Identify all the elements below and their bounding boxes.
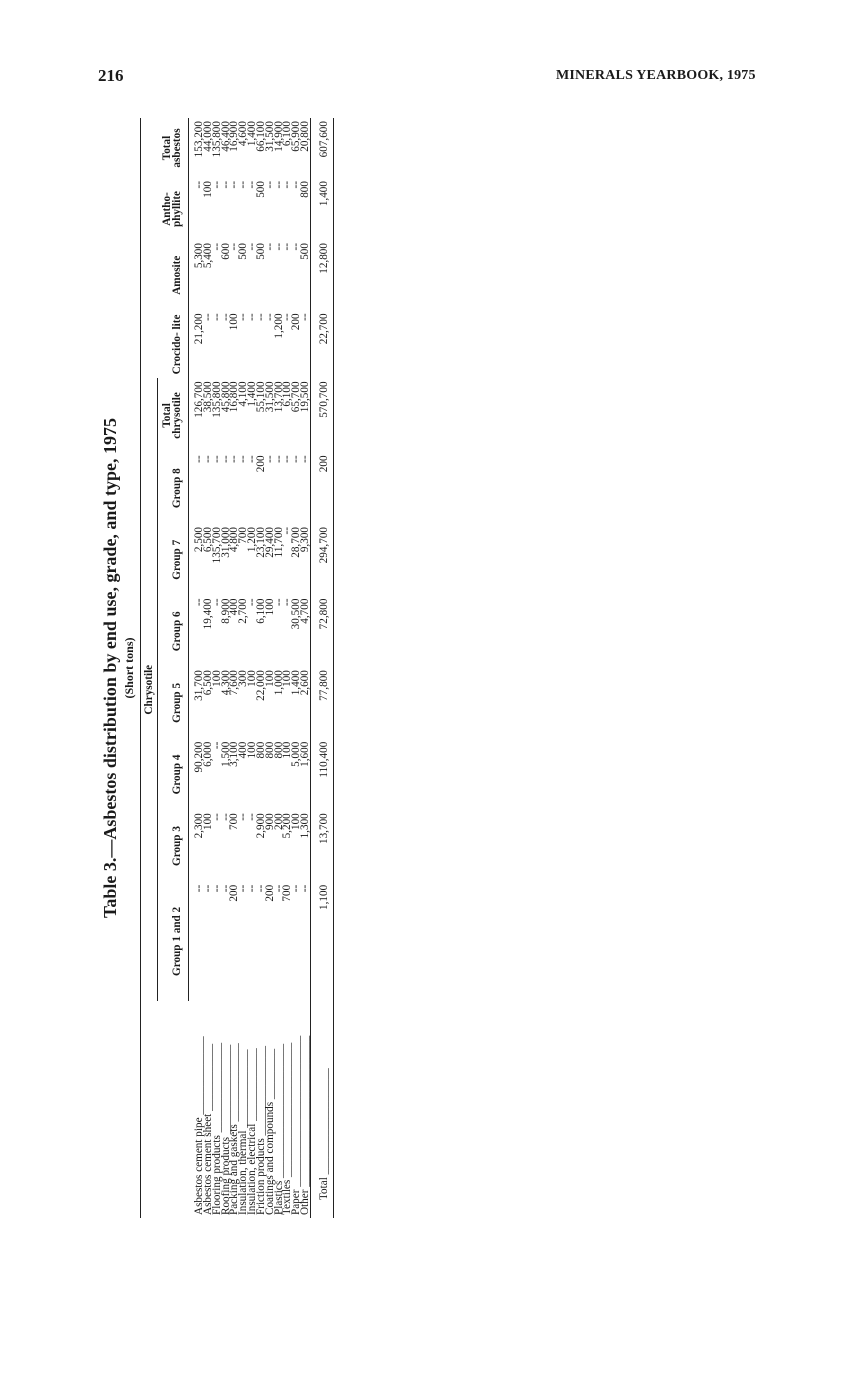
row-label: Insulation, thermal ______________	[237, 1049, 250, 1215]
table-cell: 800	[254, 741, 267, 759]
row-label: Asbestos cement sheet ____________	[201, 1043, 214, 1215]
table-cell: 4,600	[237, 121, 250, 147]
table-cell: 31,500	[263, 121, 276, 152]
table-cell: --	[228, 181, 241, 189]
table-cell: 200	[254, 455, 267, 473]
rotated-table-block	[100, 118, 410, 1218]
column-header: Group 8	[158, 452, 189, 524]
table-cell: 1,000	[272, 670, 285, 696]
table-cell: 100	[201, 181, 214, 198]
table-cell: 5,400	[201, 243, 214, 269]
column-header: Group 4	[158, 739, 189, 811]
table-cell: 5,200	[281, 813, 294, 839]
column-header: Total asbestos	[141, 118, 189, 178]
table-cell: --	[237, 813, 250, 821]
table-subtitle: (Short tons)	[122, 637, 136, 699]
table-cell: 13,700	[272, 381, 285, 413]
column-header: Group 5	[158, 667, 189, 739]
total-cell: 294,700	[310, 524, 333, 596]
table-cell: --	[210, 181, 223, 189]
table-cell: 100	[201, 813, 214, 831]
column-header: Group 7	[158, 524, 189, 596]
table-cell: --	[272, 181, 285, 189]
table-cell: 5,300	[193, 243, 205, 269]
total-cell: 1,400	[310, 178, 333, 240]
table-cell: --	[281, 455, 294, 463]
row-label: Coatings and compounds _________	[263, 1048, 276, 1215]
total-row	[310, 118, 333, 1218]
table-cell: 55,100	[254, 381, 267, 413]
total-cell: 200	[310, 452, 333, 524]
table-cell: --	[290, 243, 303, 251]
row-label: Friction products ________________	[254, 1045, 267, 1215]
total-cell: 1,100	[310, 882, 333, 1001]
table-cell: 700	[237, 526, 250, 544]
table-cell: --	[237, 181, 250, 189]
table-cell: --	[237, 884, 250, 893]
table-cell: 2,900	[254, 813, 267, 839]
table-cell: 500	[299, 243, 312, 260]
column-header: Crocido- lite	[141, 310, 189, 378]
table-cell: --	[254, 313, 267, 321]
table-cell: --	[210, 884, 223, 893]
table-cell: 1,500	[219, 741, 232, 767]
table-cell: 23,100	[254, 526, 267, 558]
table-cell: --	[299, 884, 312, 893]
table-cell: 45,800	[219, 381, 232, 413]
table-cell: --	[219, 455, 232, 463]
table-cell: --	[281, 243, 294, 251]
table-cell: 8,900	[219, 598, 232, 624]
table-cell: 1,400	[246, 121, 259, 147]
table-cell: 800	[272, 741, 285, 759]
table-cell: 4,800	[228, 526, 241, 553]
table-cell: --	[193, 181, 205, 189]
table-cell: --	[246, 598, 259, 606]
table-cell: --	[193, 598, 205, 606]
table-cell: 65,700	[290, 381, 303, 413]
table-cell: --	[246, 455, 259, 463]
table-cell: --	[210, 813, 223, 821]
table-cell: 500	[254, 181, 267, 198]
table-cell: --	[201, 455, 214, 463]
table-cell: 6,000	[201, 741, 214, 767]
row-label: Packing and gaskets ______________	[228, 1043, 241, 1215]
row-label: Textiles ________________________	[281, 1042, 294, 1215]
asbestos-table	[140, 118, 334, 1218]
table-cell: 135,800	[210, 381, 223, 418]
table-cell: 46,400	[219, 121, 232, 152]
column-header: Amosite	[141, 240, 189, 310]
table-cell: 30,500	[290, 598, 303, 630]
table-cell: 600	[219, 243, 232, 260]
table-cell: 135,800	[210, 121, 223, 158]
total-cell: 570,700	[310, 378, 333, 452]
table-cell: --	[299, 313, 312, 321]
table-cell: 31,500	[263, 381, 276, 413]
table-cell: --	[299, 455, 312, 463]
row-label: Flooring products ________________	[210, 1042, 223, 1215]
table-cell: 6,500	[201, 526, 214, 553]
table-cell: 22,000	[254, 670, 267, 701]
table-cell: 2,300	[193, 813, 205, 839]
table-cell: 19,400	[201, 598, 214, 630]
table-cell: --	[193, 455, 205, 463]
row-label: Other ___________________________	[299, 1035, 312, 1215]
table-cell: 400	[237, 741, 250, 759]
table-cell: 153,200	[193, 121, 205, 158]
end-use-header	[141, 1001, 189, 1218]
table-cell: 900	[263, 813, 276, 831]
table-cell: --	[237, 455, 250, 463]
column-header: Group 1 and 2	[158, 882, 189, 1001]
table-cell: 500	[237, 243, 250, 260]
total-cell: 12,800	[310, 240, 333, 310]
chrysotile-group-header: Chrysotile	[141, 378, 158, 1001]
table-cell: --	[210, 598, 223, 606]
table-cell: --	[228, 455, 241, 463]
table-cell: 700	[281, 884, 294, 902]
column-header: Total chrysotile	[158, 378, 189, 452]
table-cell: 100	[281, 670, 294, 687]
table-cell: 65,900	[290, 121, 303, 152]
running-head: MINERALS YEARBOOK, 1975	[556, 68, 756, 83]
table-cell: 1,600	[299, 741, 312, 767]
row-label: Roofing products ________________	[219, 1044, 232, 1215]
table-cell: --	[246, 813, 259, 821]
table-cell: 4,700	[299, 598, 312, 624]
table-cell: --	[281, 598, 294, 606]
row-label: Insulation, electrical _____________	[246, 1048, 259, 1215]
total-cell: 77,800	[310, 667, 333, 739]
table-cell: 20,800	[299, 121, 312, 152]
table-cell: --	[246, 243, 259, 251]
table-cell: --	[210, 313, 223, 321]
table-cell: 16,900	[228, 121, 241, 152]
table-cell: 6,100	[281, 121, 294, 147]
table-cell: --	[281, 181, 294, 189]
table-cell: 1,400	[246, 381, 259, 407]
table-cell: --	[219, 313, 232, 321]
table-cell: --	[246, 884, 259, 893]
total-cell: 13,700	[310, 810, 333, 882]
table-cell: --	[263, 243, 276, 251]
table-cell: --	[263, 313, 276, 321]
table-cell: 800	[299, 181, 312, 198]
total-cell: 607,600	[310, 118, 333, 178]
table-cell: --	[219, 813, 232, 821]
table-cell: --	[210, 741, 223, 750]
table-cell: --	[237, 313, 250, 321]
table-cell: 800	[263, 741, 276, 759]
table-cell: --	[272, 243, 285, 251]
total-cell: 22,700	[310, 310, 333, 378]
table-cell: 29,400	[263, 526, 276, 558]
table-cell: 200	[272, 813, 285, 831]
table-cell: 66,100	[254, 121, 267, 152]
table-cell: --	[281, 526, 294, 535]
column-header: Antho- phyllite	[141, 178, 189, 240]
table-cell: 100	[228, 313, 241, 331]
table-cell: 9,300	[299, 526, 312, 553]
total-cell: 110,400	[310, 739, 333, 811]
table-cell: 100	[246, 670, 259, 687]
table-cell: 28,700	[290, 526, 303, 558]
table-cell: 2,500	[193, 526, 205, 553]
row-label: Asbestos cement pipe ______________	[192, 1036, 205, 1215]
table-cell: --	[272, 455, 285, 463]
table-cell: 1,200	[246, 526, 259, 553]
table-cell: 4,300	[219, 670, 232, 696]
table-cell: 100	[290, 813, 303, 831]
table-cell: --	[219, 884, 232, 893]
table-cell: --	[290, 181, 303, 189]
table-cell: --	[263, 455, 276, 463]
table-cell: 5,000	[290, 741, 303, 767]
table-cell: 1,200	[272, 313, 285, 339]
table-cell: 200	[263, 884, 276, 902]
table-title: Table 3.—Asbestos distribution by end use, grade, and type, 1975	[100, 418, 120, 918]
table-cell: 2,700	[237, 598, 250, 624]
table-cell: 44,000	[201, 121, 214, 152]
table-row	[301, 118, 310, 1218]
table-cell: --	[272, 884, 285, 893]
total-cell: 72,800	[310, 596, 333, 668]
table-cell: 11,700	[272, 526, 285, 558]
table-cell: 100	[246, 741, 259, 759]
table-cell: 7,600	[228, 670, 241, 696]
table-cell: 1,400	[290, 670, 303, 696]
page-number: 216	[98, 66, 124, 85]
table-cell: --	[246, 181, 259, 189]
table-cell: --	[193, 884, 205, 893]
table-cell: --	[210, 243, 223, 251]
table-cell: --	[228, 243, 241, 251]
table-cell: 16,800	[228, 381, 241, 413]
total-label: Total ___________________	[310, 1001, 333, 1218]
column-header: Group 6	[158, 596, 189, 668]
table-cell: --	[263, 181, 276, 189]
table-cell: --	[254, 884, 267, 893]
table-cell: --	[290, 884, 303, 893]
table-cell: 200	[290, 313, 303, 331]
table-cell: 14,900	[272, 121, 285, 152]
table-cell: --	[272, 598, 285, 606]
table-cell: 90,200	[193, 741, 205, 773]
table-cell: 700	[228, 813, 241, 831]
table-cell: 135,700	[210, 526, 223, 564]
table-cell: 200	[228, 884, 241, 902]
table-cell: 100	[210, 670, 223, 687]
table-cell: 1,300	[299, 813, 312, 839]
table-cell: --	[290, 455, 303, 463]
table-cell: 3,100	[228, 741, 241, 767]
table-cell: 500	[254, 243, 267, 260]
table-cell: 2,600	[299, 670, 312, 696]
table-cell: --	[210, 455, 223, 463]
table-cell: 6,100	[281, 381, 294, 407]
table-cell: 300	[237, 670, 250, 687]
table-cell: --	[201, 313, 214, 321]
row-label: Paper ___________________________	[290, 1035, 303, 1215]
table-cell: 31,000	[219, 526, 232, 558]
row-label: Plastics ________________________	[272, 1043, 285, 1215]
table-cell: 100	[263, 670, 276, 687]
column-header: Group 3	[158, 810, 189, 882]
table-cell: 100	[281, 741, 294, 759]
table-cell: 100	[263, 598, 276, 616]
table-cell: 19,500	[299, 381, 312, 413]
table-cell: 6,500	[201, 670, 214, 696]
table-cell: 38,500	[201, 381, 214, 413]
table-cell: 31,700	[193, 670, 205, 701]
table-cell: --	[281, 313, 294, 321]
table-cell: 6,100	[254, 598, 267, 624]
table-cell: 4,100	[237, 381, 250, 407]
table-cell: 126,700	[193, 381, 205, 418]
table-cell: 400	[228, 598, 241, 616]
table-cell: --	[246, 313, 259, 321]
table-cell: 21,200	[193, 313, 205, 345]
table-cell: --	[219, 181, 232, 189]
table-cell: --	[201, 884, 214, 893]
